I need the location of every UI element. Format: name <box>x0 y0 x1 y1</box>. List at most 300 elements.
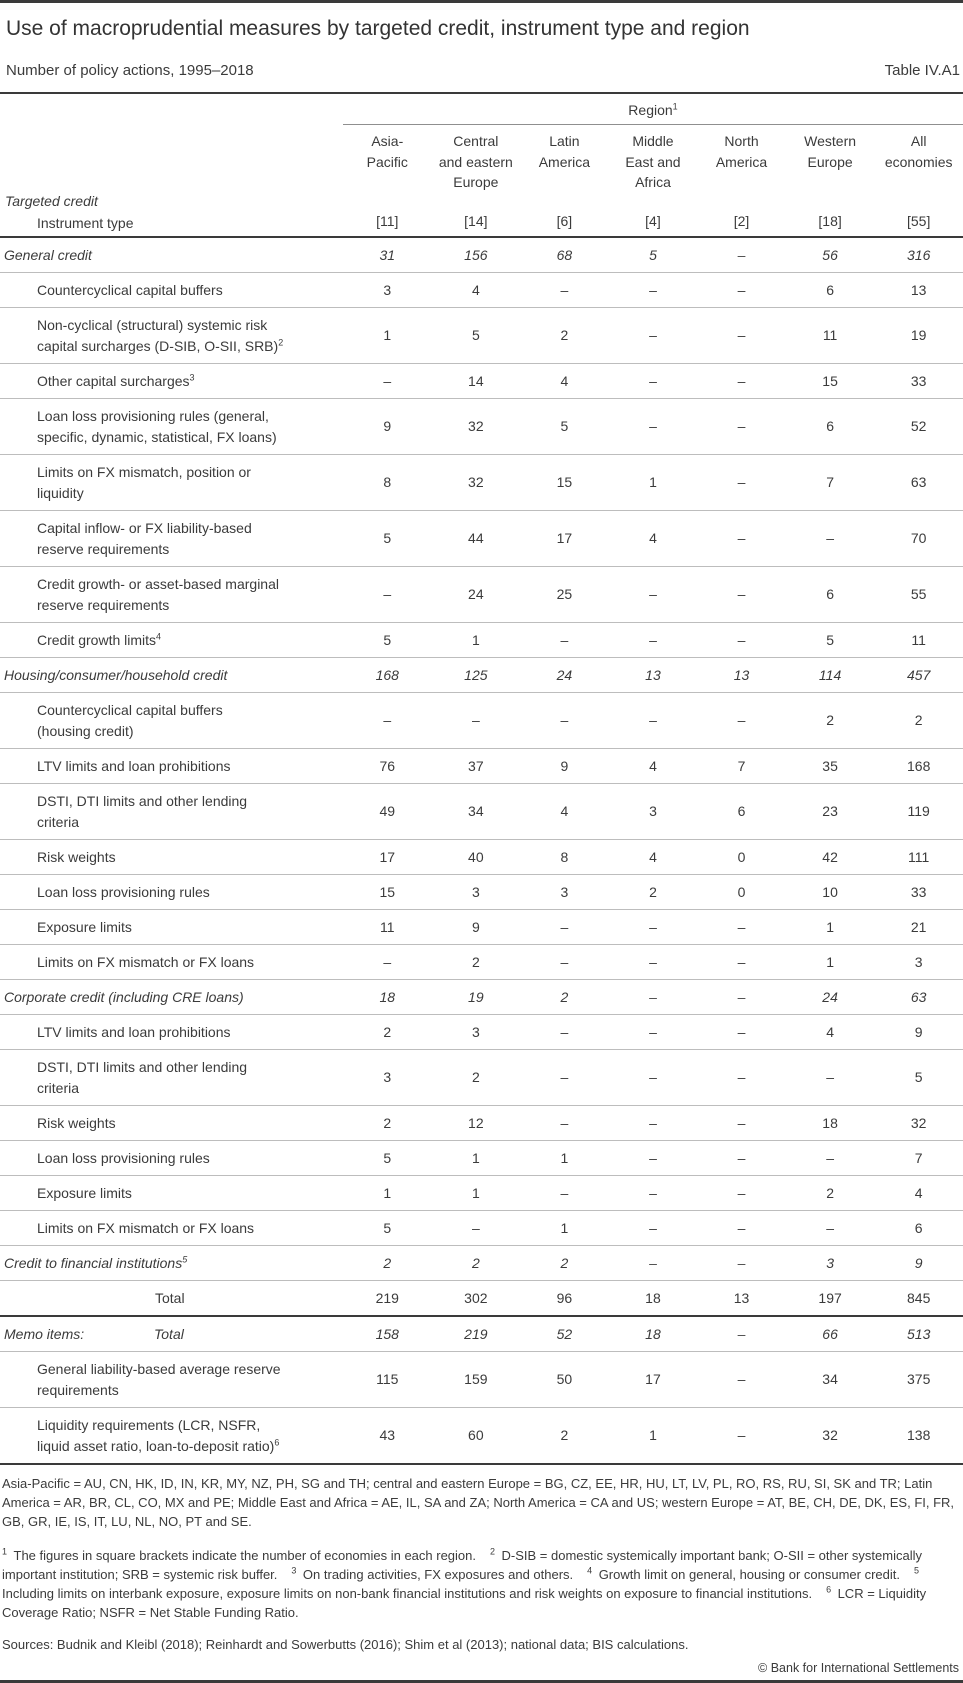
cell-value: 5 <box>786 623 875 658</box>
cell-value: 168 <box>874 749 963 784</box>
cell-value: 5 <box>343 511 432 567</box>
cell-value: 375 <box>874 1352 963 1408</box>
top-rule <box>0 0 963 3</box>
cell-value: 2 <box>343 1106 432 1141</box>
cell-value: – <box>609 1050 698 1106</box>
cell-value: 25 <box>520 567 609 623</box>
cell-value: 6 <box>786 399 875 455</box>
footnote-marker: 3 <box>291 1565 297 1576</box>
cell-value: – <box>520 1176 609 1211</box>
cell-value: 2 <box>786 693 875 749</box>
cell-value: 1 <box>609 1408 698 1464</box>
cell-value: – <box>520 1050 609 1106</box>
cell-value: – <box>520 910 609 945</box>
table-row <box>0 1316 963 1352</box>
row-label: Limits on FX mismatch or FX loans <box>0 1211 343 1246</box>
cell-value: 316 <box>907 246 931 263</box>
cell-value: 1 <box>432 1176 521 1211</box>
cell-value: 40 <box>432 840 521 875</box>
cell-value: 17 <box>609 1352 698 1408</box>
table-row <box>0 1106 963 1141</box>
cell-value: – <box>609 945 698 980</box>
cell-value: 21 <box>874 910 963 945</box>
cell-value: 49 <box>343 784 432 840</box>
table-row <box>0 364 963 399</box>
cell-value: 1 <box>609 455 698 511</box>
cell-value: – <box>697 910 786 945</box>
row-label: Loan loss provisioning rules <box>0 1141 343 1176</box>
cell-value: 1 <box>520 1211 609 1246</box>
cell-value: 15 <box>786 364 875 399</box>
table-row <box>0 784 963 840</box>
row-label: Exposure limits <box>0 1176 343 1211</box>
cell-value: 1 <box>432 1141 521 1176</box>
cell-value: 5 <box>343 1211 432 1246</box>
cell-value: 12 <box>432 1106 521 1141</box>
table-row <box>0 511 963 567</box>
cell-value: 70 <box>874 511 963 567</box>
row-label: Credit to financial institutions$^5$ <box>0 1246 343 1281</box>
footnote-marker: 2 <box>490 1546 496 1557</box>
cell-value: – <box>432 1211 521 1246</box>
cell-value: 4 <box>874 1176 963 1211</box>
cell-value: 3 <box>343 1050 432 1106</box>
cell-value: – <box>697 455 786 511</box>
row-label: Other capital surcharges$^3$ <box>0 364 343 399</box>
economy-count: [18] <box>818 212 842 229</box>
cell-value: 115 <box>343 1352 432 1408</box>
cell-value: 6 <box>786 273 875 308</box>
cell-value: 1 <box>432 623 521 658</box>
row-label: LTV limits and loan prohibitions <box>0 749 343 784</box>
cell-value: 4 <box>520 364 609 399</box>
row-header-cell <box>0 125 343 238</box>
cell-value: 2 <box>343 1246 432 1281</box>
cell-value: 4 <box>609 511 698 567</box>
cell-value: 24 <box>786 980 875 1015</box>
cell-value: – <box>697 1246 786 1281</box>
cell-value: 9 <box>520 749 609 784</box>
cell-value: 11 <box>786 308 875 364</box>
cell-value: – <box>737 246 746 263</box>
cell-value: – <box>697 1176 786 1211</box>
cell-value: – <box>609 364 698 399</box>
cell-value: – <box>432 693 521 749</box>
economy-count: [11] <box>376 212 399 229</box>
cell-value: 55 <box>874 567 963 623</box>
cell-value: – <box>697 1015 786 1050</box>
table-row <box>0 1211 963 1246</box>
cell-value: 2 <box>520 308 609 364</box>
policy-actions-table <box>0 94 963 1463</box>
page-title: Use of macroprudential measures by targeted credit, instrument type and region <box>6 17 750 40</box>
row-label <box>0 1316 343 1352</box>
table-row <box>0 658 963 693</box>
cell-value: 8 <box>520 840 609 875</box>
cell-value: – <box>697 1316 786 1352</box>
row-label: DSTI, DTI limits and other lending criteria <box>0 784 343 840</box>
footnote: $^3$ On trading activities, FX exposures and others. <box>291 1565 574 1583</box>
cell-value: – <box>697 1211 786 1246</box>
cell-value: 3 <box>432 1015 521 1050</box>
cell-value: 9 <box>874 1015 963 1050</box>
cell-value: – <box>343 567 432 623</box>
cell-value: – <box>343 364 432 399</box>
column-header-label: Asia- Pacific <box>366 133 408 170</box>
cell-value: 44 <box>432 511 521 567</box>
cell-value: 156 <box>464 246 488 263</box>
footnote: $^4$ Growth limit on general, housing or consumer credit. <box>587 1565 900 1583</box>
cell-value: – <box>697 945 786 980</box>
footnote: $^6$ LCR = Liquidity Coverage Ratio; NSFR = Net Stable Funding Ratio. <box>2 1584 927 1621</box>
cell-value: 5 <box>432 308 521 364</box>
cell-value: 43 <box>343 1408 432 1464</box>
memo-items-label: Memo items: <box>4 1325 85 1342</box>
cell-value: 6 <box>786 567 875 623</box>
cell-value: 32 <box>432 455 521 511</box>
cell-value: 18 <box>786 1106 875 1141</box>
column-header <box>786 125 875 238</box>
cell-value: 0 <box>697 840 786 875</box>
cell-value: – <box>697 1408 786 1464</box>
cell-value: 111 <box>874 840 963 875</box>
row-label: Capital inflow- or FX liability-based reserve requirements <box>0 511 343 567</box>
table-row <box>0 1281 963 1317</box>
cell-value: – <box>520 693 609 749</box>
cell-value: 18 <box>609 1316 698 1352</box>
cell-value: – <box>609 910 698 945</box>
row-label: Countercyclical capital buffers <box>0 273 343 308</box>
table-row <box>0 693 963 749</box>
cell-value: 114 <box>786 658 875 693</box>
table-row <box>0 945 963 980</box>
region-header-row <box>0 94 963 125</box>
table-row <box>0 875 963 910</box>
cell-value: – <box>609 623 698 658</box>
cell-value: 3 <box>609 784 698 840</box>
cell-value: 11 <box>343 910 432 945</box>
cell-value: 34 <box>786 1352 875 1408</box>
row-label: General liability-based average reserve requirements <box>0 1352 343 1408</box>
cell-value: – <box>520 623 609 658</box>
row-label: Limits on FX mismatch or FX loans <box>0 945 343 980</box>
cell-value: 42 <box>786 840 875 875</box>
column-header <box>520 125 609 238</box>
table-row <box>0 1408 963 1464</box>
cell-value: 1 <box>786 910 875 945</box>
cell-value: 14 <box>432 364 521 399</box>
cell-value: 845 <box>874 1281 963 1317</box>
cell-value: 159 <box>432 1352 521 1408</box>
cell-value: 35 <box>786 749 875 784</box>
footnote-marker: 2 <box>278 337 284 348</box>
cell-value: 5 <box>520 399 609 455</box>
footnote: $^1$ The figures in square brackets indicate the number of economies in each region. <box>2 1546 476 1564</box>
cell-value: 66 <box>786 1316 875 1352</box>
table-row <box>0 273 963 308</box>
table-row <box>0 980 963 1015</box>
sources-line: Sources: Budnik and Kleibl (2018); Reinhardt and Sowerbutts (2016); Shim et al (2013); national data; BIS calculations. <box>2 1637 689 1653</box>
cell-value: – <box>609 1211 698 1246</box>
cell-value: 5 <box>343 623 432 658</box>
cell-value: 23 <box>786 784 875 840</box>
cell-value: 13 <box>697 1281 786 1317</box>
region-legend: Asia-Pacific = AU, CN, HK, ID, IN, KR, MY, NZ, PH, SG and TH; central and eastern Europe = BG, CZ, EE, HR, HU, LT, LV, PL, RO, RS, RU, SI, SK and TR; Latin America = AR, BR, CL, CO, MX and PE; Middle East and Africa = AE, IL, SA and ZA; North America = CA and US; western Europe = AT, BE, CH, DE, DK, ES, FI, FR, GB, GR, IE, IS, IT, LU, NL, NO, PT and SE. <box>2 1476 955 1530</box>
footnote-marker: 6 <box>826 1584 832 1595</box>
row-label: Corporate credit (including CRE loans) <box>0 980 343 1015</box>
cell-value: – <box>697 693 786 749</box>
cell-value: – <box>697 1106 786 1141</box>
footnote-marker: 3 <box>189 372 195 383</box>
cell-value: 6 <box>874 1211 963 1246</box>
table-row <box>0 567 963 623</box>
cell-value: 1 <box>520 1141 609 1176</box>
cell-value: – <box>520 1106 609 1141</box>
cell-value: – <box>609 273 698 308</box>
footnote: $^5$ Including limits on interbank exposure, exposure limits on non-bank financial institutions and risk weights on exposure to financial institutions. <box>2 1565 926 1602</box>
table-row <box>0 1176 963 1211</box>
column-header <box>343 125 432 238</box>
footnote-marker: 1 <box>2 1546 8 1557</box>
cell-value: 5 <box>874 1050 963 1106</box>
cell-value: 2 <box>520 1408 609 1464</box>
cell-value: 302 <box>432 1281 521 1317</box>
cell-value: – <box>786 511 875 567</box>
cell-value: – <box>609 308 698 364</box>
column-header-label: Middle East and Africa <box>625 133 681 190</box>
cell-value: – <box>520 945 609 980</box>
row-label: Credit growth limits$^4$ <box>0 623 343 658</box>
table-row <box>0 1050 963 1106</box>
cell-value: 2 <box>432 945 521 980</box>
row-label: Risk weights <box>0 840 343 875</box>
cell-value: 60 <box>432 1408 521 1464</box>
cell-value: 7 <box>786 455 875 511</box>
column-header <box>874 125 963 238</box>
cell-value: – <box>343 945 432 980</box>
cell-value: – <box>697 567 786 623</box>
column-header-row <box>0 125 963 238</box>
row-label: Liquidity requirements (LCR, NSFR, liquid asset ratio, loan-to-deposit ratio)$^6$ <box>0 1408 343 1464</box>
footnote-marker: 6 <box>274 1437 280 1448</box>
cell-value: – <box>786 1141 875 1176</box>
cell-value: 63 <box>874 455 963 511</box>
column-header <box>432 125 521 238</box>
cell-value: – <box>697 1141 786 1176</box>
economy-count: [2] <box>733 212 750 229</box>
column-header-label: Latin America <box>538 133 591 170</box>
column-header <box>697 125 786 238</box>
cell-value: 19 <box>432 980 521 1015</box>
cell-value: – <box>609 1246 698 1281</box>
footnotes <box>2 1546 960 1622</box>
row-label: Housing/consumer/household credit <box>0 658 343 693</box>
table-body <box>0 237 963 1463</box>
cell-value: 125 <box>432 658 521 693</box>
column-header-label: Western Europe <box>804 133 857 170</box>
cell-value: 18 <box>343 980 432 1015</box>
table-row <box>0 308 963 364</box>
cell-value: 2 <box>343 1015 432 1050</box>
cell-value: 5 <box>343 1141 432 1176</box>
cell-value: 18 <box>609 1281 698 1317</box>
cell-value: – <box>609 1106 698 1141</box>
cell-value: 24 <box>520 658 609 693</box>
cell-value: – <box>697 273 786 308</box>
cell-value: 96 <box>520 1281 609 1317</box>
footnote-marker: 4 <box>587 1565 593 1576</box>
table-row <box>0 1141 963 1176</box>
cell-value: 13 <box>874 273 963 308</box>
cell-value: – <box>609 693 698 749</box>
footnote-marker: 5 <box>182 1254 188 1265</box>
cell-value: 7 <box>697 749 786 784</box>
cell-value: 32 <box>786 1408 875 1464</box>
table-row <box>0 455 963 511</box>
column-header-label: All economies <box>884 133 953 170</box>
cell-value: 13 <box>609 658 698 693</box>
cell-value: 219 <box>432 1316 521 1352</box>
cell-value: 3 <box>520 875 609 910</box>
cell-value: 1 <box>343 308 432 364</box>
column-header <box>609 125 698 238</box>
cell-value: 37 <box>432 749 521 784</box>
cell-value: 4 <box>609 749 698 784</box>
cell-value: – <box>697 980 786 1015</box>
cell-value: 11 <box>874 623 963 658</box>
table-row <box>0 1246 963 1281</box>
row-label: Loan loss provisioning rules (general, specific, dynamic, statistical, FX loans) <box>0 399 343 455</box>
cell-value: 10 <box>786 875 875 910</box>
cell-value: 3 <box>343 273 432 308</box>
instrument-type-label: Instrument type <box>37 215 134 232</box>
cell-value: 3 <box>432 875 521 910</box>
cell-value: 2 <box>432 1246 521 1281</box>
cell-value: 3 <box>786 1246 875 1281</box>
cell-value: – <box>697 623 786 658</box>
targeted-credit-label: Targeted credit <box>5 193 98 210</box>
cell-value: 9 <box>874 1246 963 1281</box>
cell-value: – <box>609 1141 698 1176</box>
cell-value: 63 <box>874 980 963 1015</box>
cell-value: – <box>697 364 786 399</box>
cell-value: 2 <box>432 1050 521 1106</box>
row-label: LTV limits and loan prohibitions <box>0 1015 343 1050</box>
cell-value: – <box>520 1015 609 1050</box>
economy-count: [14] <box>464 212 488 229</box>
row-label: Non-cyclical (structural) systemic risk capital surcharges (D-SIB, O-SII, SRB)$^2$ <box>0 308 343 364</box>
cell-value: 17 <box>343 840 432 875</box>
cell-value: 197 <box>786 1281 875 1317</box>
cell-value: 168 <box>343 658 432 693</box>
cell-value: – <box>697 511 786 567</box>
cell-value: 56 <box>822 246 838 263</box>
cell-value: 158 <box>343 1316 432 1352</box>
row-label: General credit <box>4 246 92 263</box>
cell-value: 3 <box>874 945 963 980</box>
cell-value: 52 <box>874 399 963 455</box>
economy-count: [55] <box>907 212 931 229</box>
table-ref: Table IV.A1 <box>884 62 960 80</box>
region-header <box>343 94 963 125</box>
cell-value: 15 <box>343 875 432 910</box>
cell-value: – <box>609 980 698 1015</box>
cell-value: – <box>609 567 698 623</box>
table-row <box>0 399 963 455</box>
table-bottom-rule <box>0 1463 963 1465</box>
cell-value: – <box>697 308 786 364</box>
cell-value: 4 <box>432 273 521 308</box>
cell-value: 1 <box>786 945 875 980</box>
cell-value: 24 <box>432 567 521 623</box>
cell-value: – <box>609 1015 698 1050</box>
copyright-line: © Bank for International Settlements <box>758 1661 959 1676</box>
table-row <box>0 910 963 945</box>
cell-value: 19 <box>874 308 963 364</box>
cell-value: 13 <box>697 658 786 693</box>
footnote-marker: 4 <box>156 631 162 642</box>
cell-value: 138 <box>874 1408 963 1464</box>
cell-value: 34 <box>432 784 521 840</box>
cell-value: 7 <box>874 1141 963 1176</box>
cell-value: 4 <box>520 784 609 840</box>
row-label: Exposure limits <box>0 910 343 945</box>
cell-value: 2 <box>786 1176 875 1211</box>
cell-value: 33 <box>874 875 963 910</box>
cell-value: 52 <box>520 1316 609 1352</box>
cell-value: – <box>609 399 698 455</box>
cell-value: 6 <box>697 784 786 840</box>
cell-value: 513 <box>874 1316 963 1352</box>
cell-value: – <box>609 1176 698 1211</box>
cell-value: – <box>697 399 786 455</box>
empty-header-cell <box>0 94 343 125</box>
footnote: $^2$ D-SIB = domestic systemically important bank; O-SII = other systemically important institution; SRB = systemic risk buffer. <box>2 1546 922 1583</box>
column-header-label: Central and eastern Europe <box>438 133 513 190</box>
cell-value: 68 <box>556 246 573 263</box>
cell-value: 17 <box>520 511 609 567</box>
cell-value: 32 <box>874 1106 963 1141</box>
cell-value: 76 <box>343 749 432 784</box>
table-row <box>0 237 963 273</box>
cell-value: 15 <box>520 455 609 511</box>
footnote-marker: 5 <box>914 1565 920 1576</box>
cell-value: 4 <box>786 1015 875 1050</box>
cell-value: 4 <box>609 840 698 875</box>
table-row <box>0 623 963 658</box>
cell-value: – <box>786 1050 875 1106</box>
cell-value: 119 <box>874 784 963 840</box>
row-label: Risk weights <box>0 1106 343 1141</box>
cell-value: – <box>697 1352 786 1408</box>
economy-count: [4] <box>645 212 661 229</box>
cell-value: 33 <box>874 364 963 399</box>
cell-value: – <box>697 1050 786 1106</box>
cell-value: – <box>520 273 609 308</box>
region-label: Region <box>628 102 673 119</box>
cell-value: 9 <box>343 399 432 455</box>
region-footnote-marker: 1 <box>672 101 678 112</box>
subtitle-row <box>6 62 960 79</box>
memo-total-label: Total <box>154 1325 184 1342</box>
cell-value: 2 <box>874 693 963 749</box>
cell-value: 2 <box>520 1246 609 1281</box>
table-subtitle: Number of policy actions, 1995–2018 <box>6 62 254 80</box>
cell-value: – <box>343 693 432 749</box>
cell-value: 50 <box>520 1352 609 1408</box>
column-header-label: North America <box>715 133 768 170</box>
row-label: Countercyclical capital buffers (housing credit) <box>0 693 343 749</box>
